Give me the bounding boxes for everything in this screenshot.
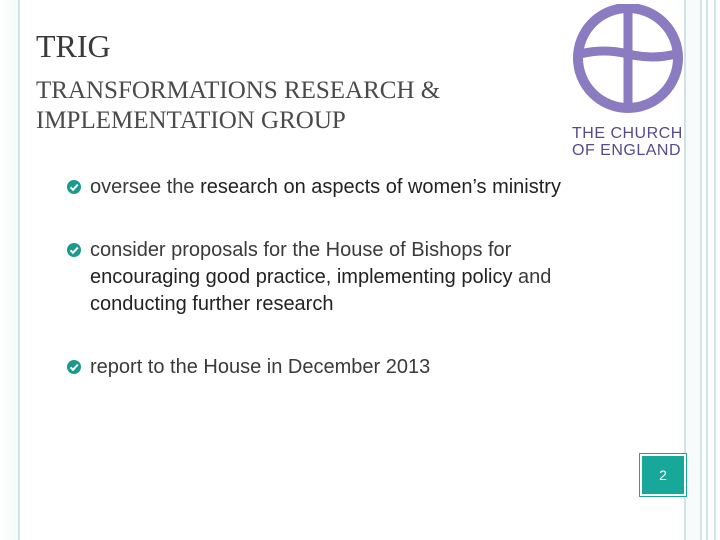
slide-frame-left: [0, 0, 20, 540]
list-item: [66, 354, 566, 381]
list-item: [66, 174, 566, 201]
slide-frame-right-outer: [706, 0, 716, 540]
point-emphasis: conducting further research: [90, 293, 334, 315]
point-emphasis: research on aspects of women’s ministry: [200, 176, 561, 198]
point-text: report to the House in December 2013: [90, 356, 431, 378]
point-emphasis: encouraging good practice, implementing policy: [90, 266, 513, 288]
bullet-list: [66, 174, 566, 381]
point-text: oversee the: [90, 176, 201, 198]
list-item: [66, 237, 566, 318]
slide-title: TRIG: [36, 28, 111, 64]
tick-bullet-icon: [66, 179, 82, 195]
tick-bullet-icon: [66, 242, 82, 258]
point-text: consider proposals for the House of Bishops for: [90, 239, 512, 261]
point-text: and: [512, 266, 552, 288]
logo-wordmark: THE CHURCH OF ENGLAND: [572, 125, 683, 159]
tick-bullet-icon: [66, 359, 82, 375]
slide-subtitle: TRANSFORMATIONS RESEARCH & IMPLEMENTATION GROUP: [36, 77, 441, 134]
page-number-badge: 2: [640, 454, 686, 496]
